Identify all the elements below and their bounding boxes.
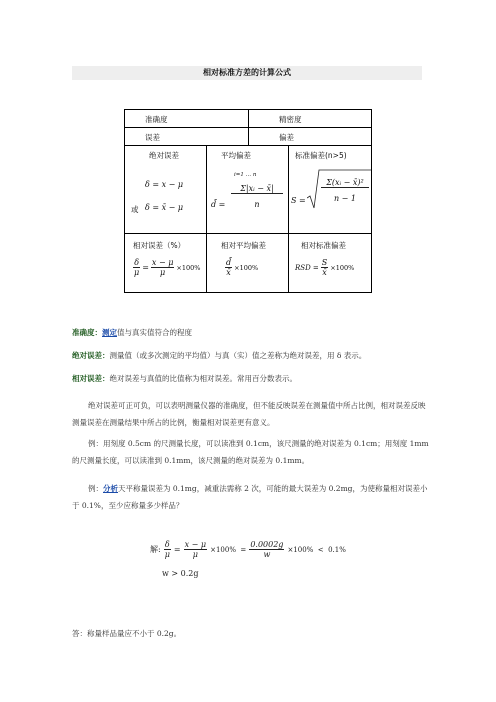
example-prefix: 例：	[88, 484, 103, 493]
standard-deviation-lhs: S =	[291, 196, 306, 205]
table-cell	[125, 234, 207, 292]
fraction-denominator: μ	[134, 268, 140, 277]
relative-error-term: 相对误差：	[72, 374, 110, 383]
solution-block	[150, 540, 346, 578]
relative-standard-deviation-formula	[295, 258, 354, 277]
paragraph-accuracy	[72, 325, 430, 342]
absolute-error-formula: δ = x − μ	[145, 180, 184, 189]
relative-error-formula: $\frac{\delta}{\mu}$ = $\frac{x - \mu}{\mu}$ ×100%	[134, 258, 201, 277]
subheader-deviation: 偏差	[279, 133, 294, 142]
fraction-numerator: d̄	[226, 258, 232, 267]
fraction-numerator: δ	[134, 258, 140, 267]
accuracy-text: 值与真实值符合的程度	[117, 328, 192, 337]
absolute-error-term: 绝对误差：	[72, 351, 110, 360]
accuracy-label: 准确度：	[72, 328, 102, 337]
table-relative-row	[125, 234, 371, 292]
table-subheader-row	[125, 128, 371, 146]
average-deviation-lhs: d̄ =	[211, 200, 226, 209]
or-label: 或	[131, 205, 139, 214]
standard-deviation-numerator: Σ(xᵢ − x̄)²	[321, 178, 369, 188]
formula-table	[124, 109, 372, 293]
relative-standard-deviation-label: 相对标准偏差	[301, 241, 346, 250]
table-cell	[125, 146, 207, 233]
fraction-denominator: w	[263, 550, 271, 559]
average-deviation-numerator: Σ|xᵢ − x̄|	[231, 184, 283, 194]
solution-tail: ×100% < 0.1%	[287, 545, 346, 554]
relative-error-label: 相对误差（%）	[133, 241, 186, 250]
table-cell	[207, 234, 289, 292]
solution-mid: ×100% =	[210, 545, 247, 554]
percent-factor: ×100%	[176, 263, 201, 272]
fraction-denominator: x̄	[322, 268, 327, 277]
table-cell	[289, 146, 373, 233]
relative-average-deviation-formula	[225, 258, 258, 277]
fraction-denominator: μ	[164, 550, 170, 559]
fraction-numerator: 0.0002g	[250, 540, 284, 549]
table-cell	[125, 128, 249, 145]
paragraph-example-balance	[72, 481, 430, 514]
fraction-denominator: x̄	[226, 268, 231, 277]
measurement-link[interactable]: 测定	[102, 328, 117, 337]
rsd-lhs: RSD =	[295, 263, 319, 272]
paragraph-comparison: 绝对误差可正可负，可以表明测量仪器的准确度，但不能反映误差在测量值中所占比例，相对误差反映测量误差在测量结果中所占的比例，衡量相对误差更有意义。	[72, 401, 426, 427]
solution-label: 解:	[150, 545, 161, 554]
absolute-error-label: 绝对误差	[149, 151, 179, 160]
subheader-error: 误差	[145, 133, 160, 142]
percent-factor: ×100%	[330, 263, 355, 272]
header-accuracy: 准确度	[145, 115, 168, 124]
header-precision: 精密度	[279, 115, 302, 124]
fraction-numerator: x − μ	[184, 540, 207, 549]
absolute-error-mean-formula: δ = x̄ − μ	[145, 203, 184, 212]
paragraph-relative-error	[72, 371, 430, 388]
fraction-denominator: μ	[160, 268, 166, 277]
table-formula-row	[125, 146, 371, 234]
standard-deviation-label: 标准偏差(n>5)	[295, 151, 347, 160]
standard-deviation-denominator: n − 1	[333, 194, 357, 203]
relative-average-deviation-label: 相对平均偏差	[221, 241, 266, 250]
table-cell	[207, 146, 289, 233]
answer-line: 答：称量样品量应不小于 0.2g。	[72, 629, 182, 638]
average-deviation-denominator: n	[254, 200, 260, 209]
relative-error-text: 绝对误差与真值的比值称为相对误差。常用百分数表示。	[109, 374, 297, 383]
solution-equation: 解: $\frac{\delta}{\mu}$ = $\frac{x - \mu}{\mu}$ ×100% = $\frac{0.0002g}{w}$ ×100% < 0.1%	[150, 540, 346, 559]
table-header-row	[125, 110, 371, 128]
fraction-numerator: x − μ	[151, 258, 174, 267]
table-cell	[249, 128, 373, 145]
paragraph-absolute-error	[72, 348, 430, 365]
table-cell	[125, 110, 249, 127]
fraction-numerator: δ	[164, 540, 170, 549]
sum-limits: i=1 … n	[234, 172, 257, 178]
table-cell	[249, 110, 373, 127]
average-deviation-label: 平均偏差	[221, 151, 251, 160]
percent-factor: ×100%	[234, 263, 259, 272]
absolute-error-text: 测量值（或多次测定的平均值）与真（实）值之差称为绝对误差，用 δ 表示。	[109, 351, 367, 360]
paragraph-example-ruler: 例：用刻度 0.5cm 的尺测量长度，可以读准到 0.1cm，该尺测量的绝对误差为 0.1cm；用刻度 1mm 的尺测量长度，可以读准到 0.1mm，该尺测量的绝对误差为 0.1mm。	[72, 439, 429, 465]
radical-sign	[307, 168, 371, 212]
document-title: 相对标准方差的计算公式	[72, 66, 422, 80]
solution-result: w > 0.2g	[162, 569, 199, 578]
fraction-numerator: S	[321, 258, 328, 267]
analysis-link[interactable]: 分析	[103, 484, 118, 493]
fraction-denominator: μ	[192, 550, 198, 559]
table-cell	[289, 234, 373, 292]
example-balance-text: 天平称量误差为 0.1mg，减重法需称 2 次，可能的最大误差为 0.2mg，为使称量相对误差小于 0.1%，至少应称量多少样品？	[72, 484, 428, 510]
